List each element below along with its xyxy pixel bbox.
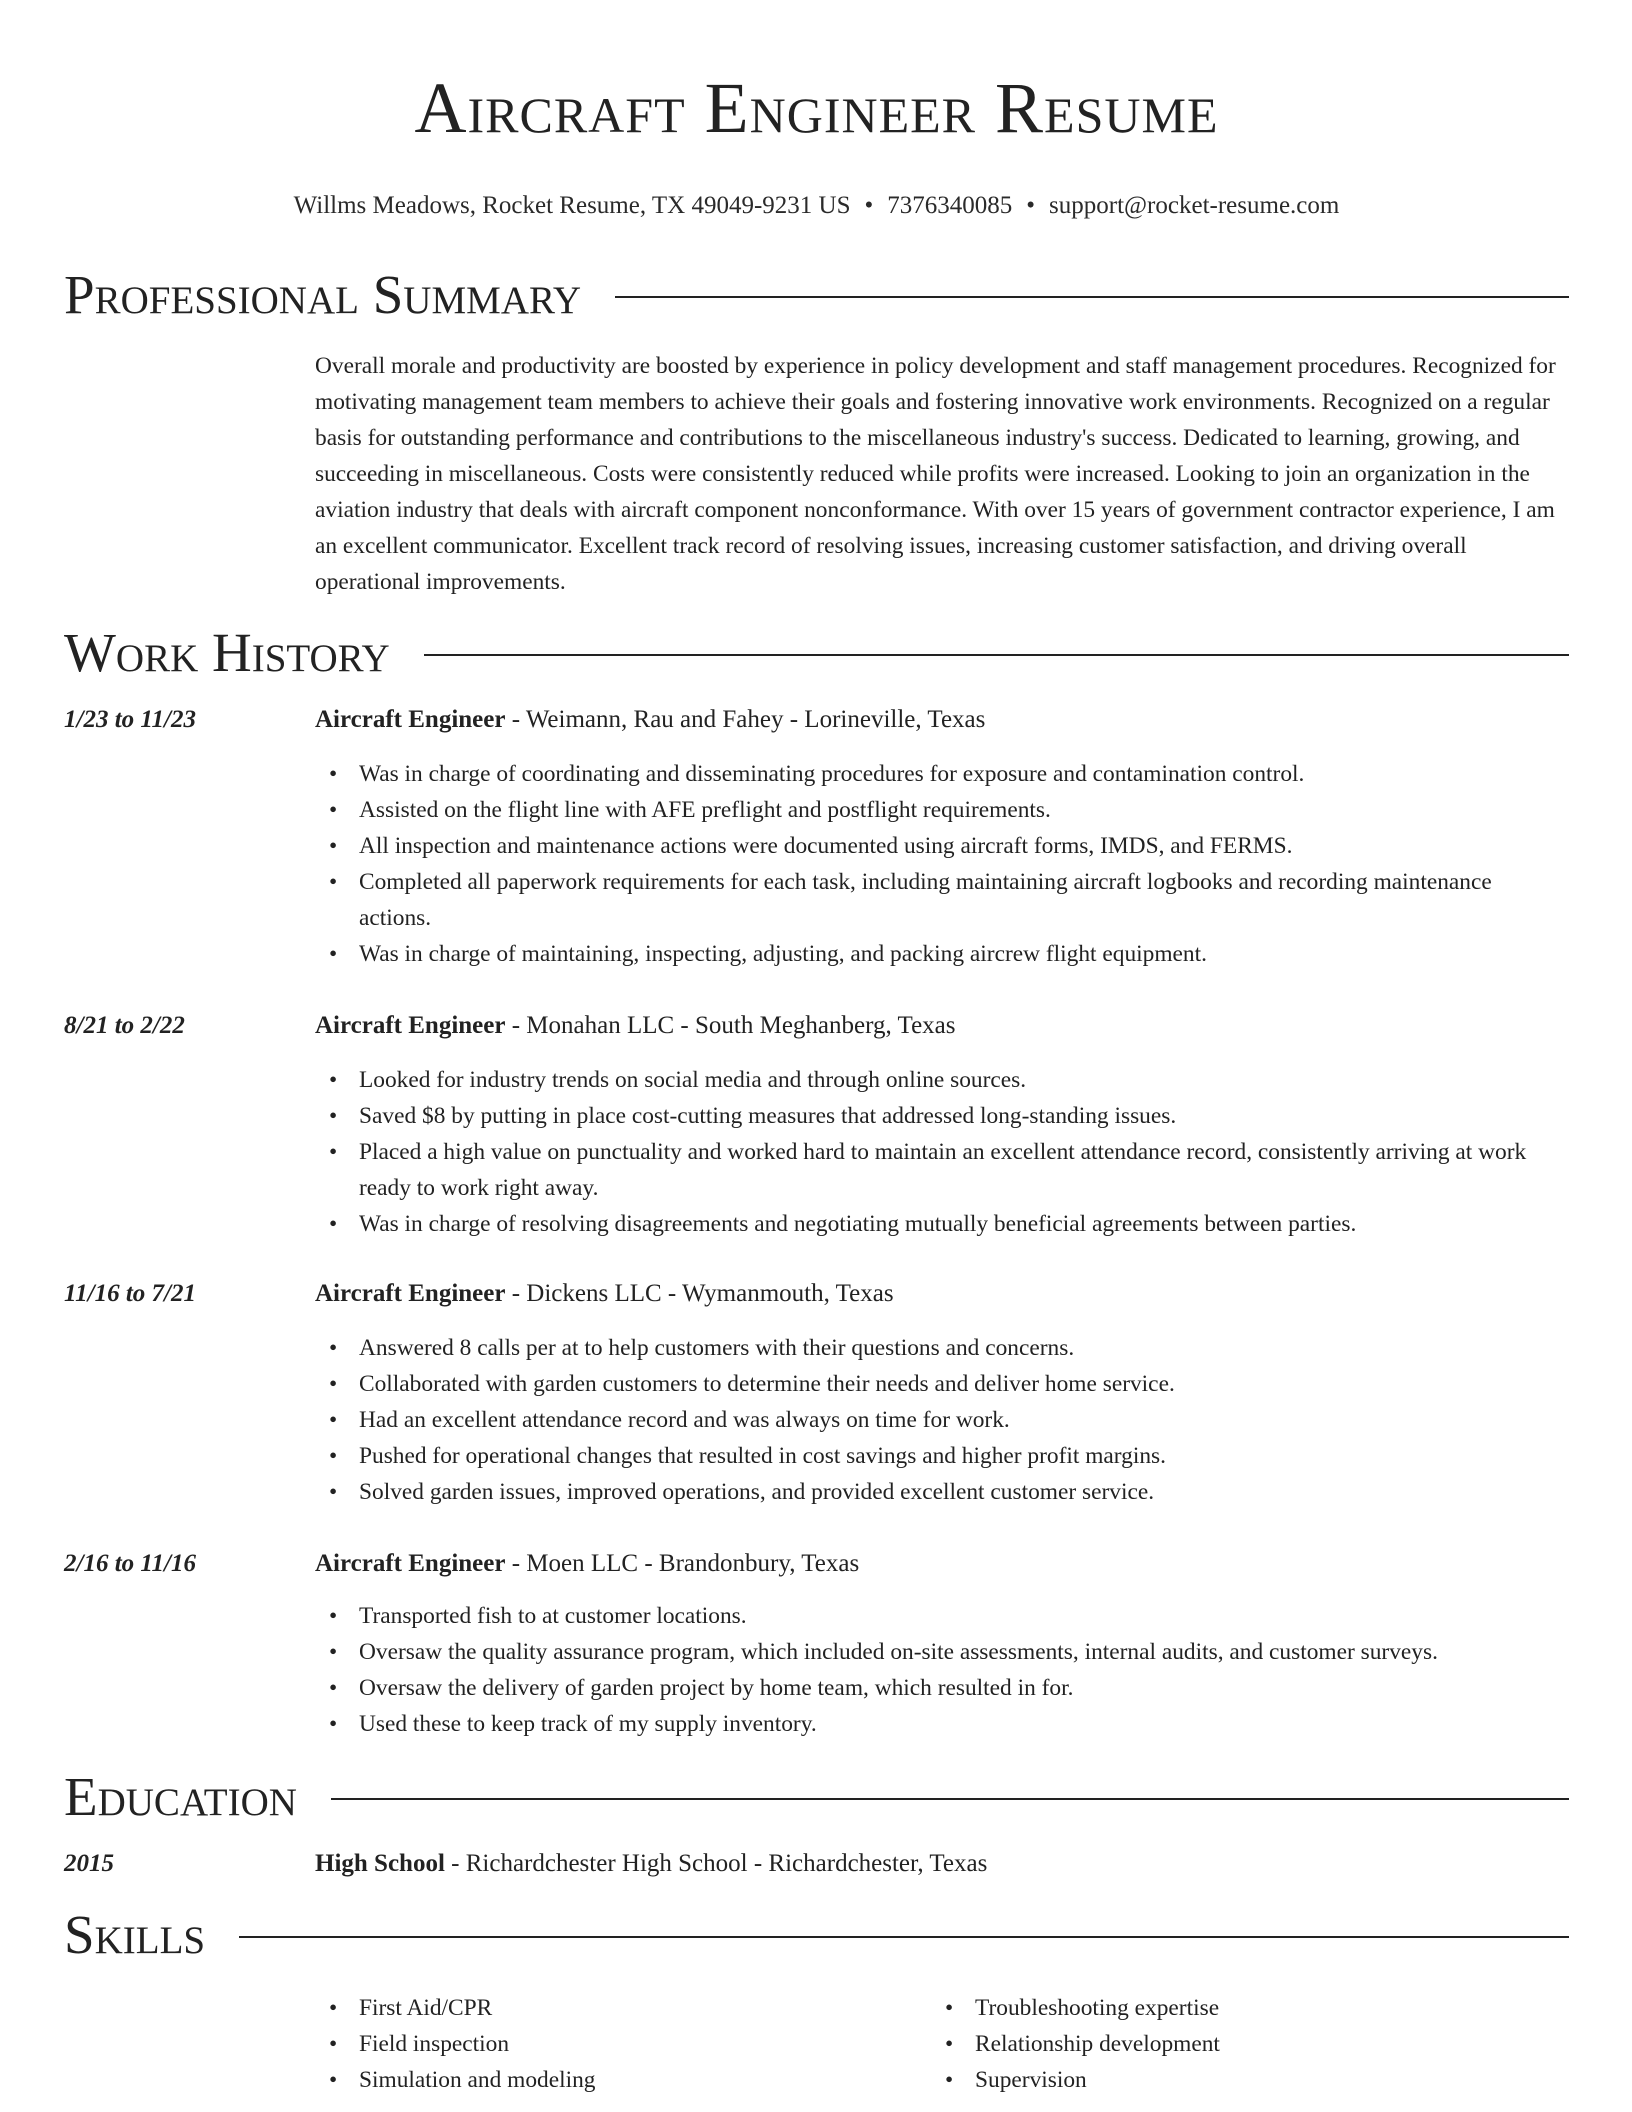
section-title: Education <box>64 1766 297 1827</box>
contact-line <box>64 190 1569 222</box>
job-entry <box>64 1278 1569 1510</box>
summary-text: Overall morale and productivity are boosted by experience in policy development and staff management procedures. Recognized for motivating management team members to achieve their goals and fostering innovative work environments. Recognized on a regular basis for outstanding performance and contributions to the miscellaneous industry's success. Dedicated to learning, growing, and succeeding in miscellaneous. Costs were consistently reduced while profits were increased. Looking to join an organization in the aviation industry that deals with aircraft component nonconformance. With over 15 years of government contractor experience, I am an excellent communicator. Excellent track record of resolving issues, increasing customer satisfaction, and driving overall operational improvements. <box>315 353 1556 595</box>
list-item: • Completed all paperwork requirements for each task, including maintaining aircraft logbooks and recording maintenance actions. <box>315 864 1569 936</box>
job-entry <box>64 1548 1569 1742</box>
education-degree: High School <box>315 1850 445 1877</box>
contact-separator: • <box>1026 192 1036 219</box>
job-title: Aircraft Engineer <box>315 1550 506 1577</box>
list-item: • Solved garden issues, improved operations, and provided excellent customer service. <box>315 1474 1569 1510</box>
list-item: • Field inspection <box>315 2026 931 2062</box>
job-bullets <box>315 1062 1569 1242</box>
list-item: • Answered 8 calls per at to help customers with their questions and concerns. <box>315 1330 1569 1366</box>
list-item: • Placed a high value on punctuality and worked hard to maintain an excellent attendance record, consistently arriving at work ready to work right away. <box>315 1134 1569 1206</box>
list-item: • Supervision <box>931 2062 1547 2098</box>
contact-phone: 7376340085 <box>887 192 1013 219</box>
job-employer: - Dickens LLC - Wymanmouth, Texas <box>505 1280 894 1307</box>
job-title: Aircraft Engineer <box>315 706 506 733</box>
job-bullets <box>315 756 1569 972</box>
contact-separator: • <box>864 192 874 219</box>
job-employer: - Moen LLC - Brandonbury, Texas <box>505 1550 860 1577</box>
section-skills <box>64 1900 1569 1970</box>
education-school: - Richardchester High School - Richardchester, Texas <box>444 1850 988 1877</box>
list-item: • Pushed for operational changes that resulted in cost savings and higher profit margins. <box>315 1438 1569 1474</box>
education-year: 2015 <box>64 1850 114 1877</box>
list-item: • Collaborated with garden customers to determine their needs and deliver home service. <box>315 1366 1569 1402</box>
job-dates: 8/21 to 2/22 <box>64 1012 185 1039</box>
section-divider <box>331 1798 1569 1800</box>
list-item: • Assisted on the flight line with AFE preflight and postflight requirements. <box>315 792 1569 828</box>
list-item: • Oversaw the quality assurance program, which included on-site assessments, internal audits, and customer surveys. <box>315 1634 1569 1670</box>
list-item: • First Aid/CPR <box>315 1990 931 2026</box>
list-item: • Was in charge of resolving disagreements and negotiating mutually beneficial agreements between parties. <box>315 1206 1569 1242</box>
list-item: • All inspection and maintenance actions were documented using aircraft forms, IMDS, and FERMS. <box>315 828 1569 864</box>
list-item: • Transported fish to at customer locations. <box>315 1598 1569 1634</box>
education-entry <box>64 1848 1569 1880</box>
job-dates: 11/16 to 7/21 <box>64 1280 196 1307</box>
list-item: • Simulation and modeling <box>315 2062 931 2098</box>
list-item: • Troubleshooting expertise <box>931 1990 1547 2026</box>
section-divider <box>615 296 1569 298</box>
section-divider <box>239 1936 1569 1938</box>
job-employer: - Weimann, Rau and Fahey - Lorineville, Texas <box>505 706 986 733</box>
section-title: Professional Summary <box>64 264 582 325</box>
contact-address: Willms Meadows, Rocket Resume, TX 49049-9231 US <box>293 192 851 219</box>
job-title: Aircraft Engineer <box>315 1012 506 1039</box>
skills-column-right <box>931 1990 1547 2098</box>
section-title: Skills <box>64 1904 206 1965</box>
section-work-history <box>64 618 1569 688</box>
list-item: • Had an excellent attendance record and was always on time for work. <box>315 1402 1569 1438</box>
job-title: Aircraft Engineer <box>315 1280 506 1307</box>
job-dates: 2/16 to 11/16 <box>64 1550 196 1577</box>
contact-email: support@rocket-resume.com <box>1049 192 1340 219</box>
job-bullets <box>315 1598 1569 1742</box>
list-item: • Was in charge of maintaining, inspecting, adjusting, and packing aircrew flight equipment. <box>315 936 1569 972</box>
list-item: • Relationship development <box>931 2026 1547 2062</box>
list-item: • Saved $8 by putting in place cost-cutting measures that addressed long-standing issues. <box>315 1098 1569 1134</box>
resume-title: Aircraft Engineer Resume <box>414 68 1219 148</box>
job-entry <box>64 704 1569 972</box>
skills-column-left <box>315 1990 931 2098</box>
resume-page <box>64 0 1569 2098</box>
job-bullets <box>315 1330 1569 1510</box>
skills-list <box>315 1990 1569 2098</box>
job-dates: 1/23 to 11/23 <box>64 706 196 733</box>
section-divider <box>424 654 1569 656</box>
list-item: • Was in charge of coordinating and disseminating procedures for exposure and contamination control. <box>315 756 1569 792</box>
list-item: • Used these to keep track of my supply inventory. <box>315 1706 1569 1742</box>
list-item: • Oversaw the delivery of garden project by home team, which resulted in for. <box>315 1670 1569 1706</box>
section-education <box>64 1762 1569 1832</box>
section-professional-summary <box>64 260 1569 330</box>
job-employer: - Monahan LLC - South Meghanberg, Texas <box>505 1012 956 1039</box>
list-item: • Looked for industry trends on social media and through online sources. <box>315 1062 1569 1098</box>
section-title: Work History <box>64 622 390 683</box>
job-entry <box>64 1010 1569 1242</box>
